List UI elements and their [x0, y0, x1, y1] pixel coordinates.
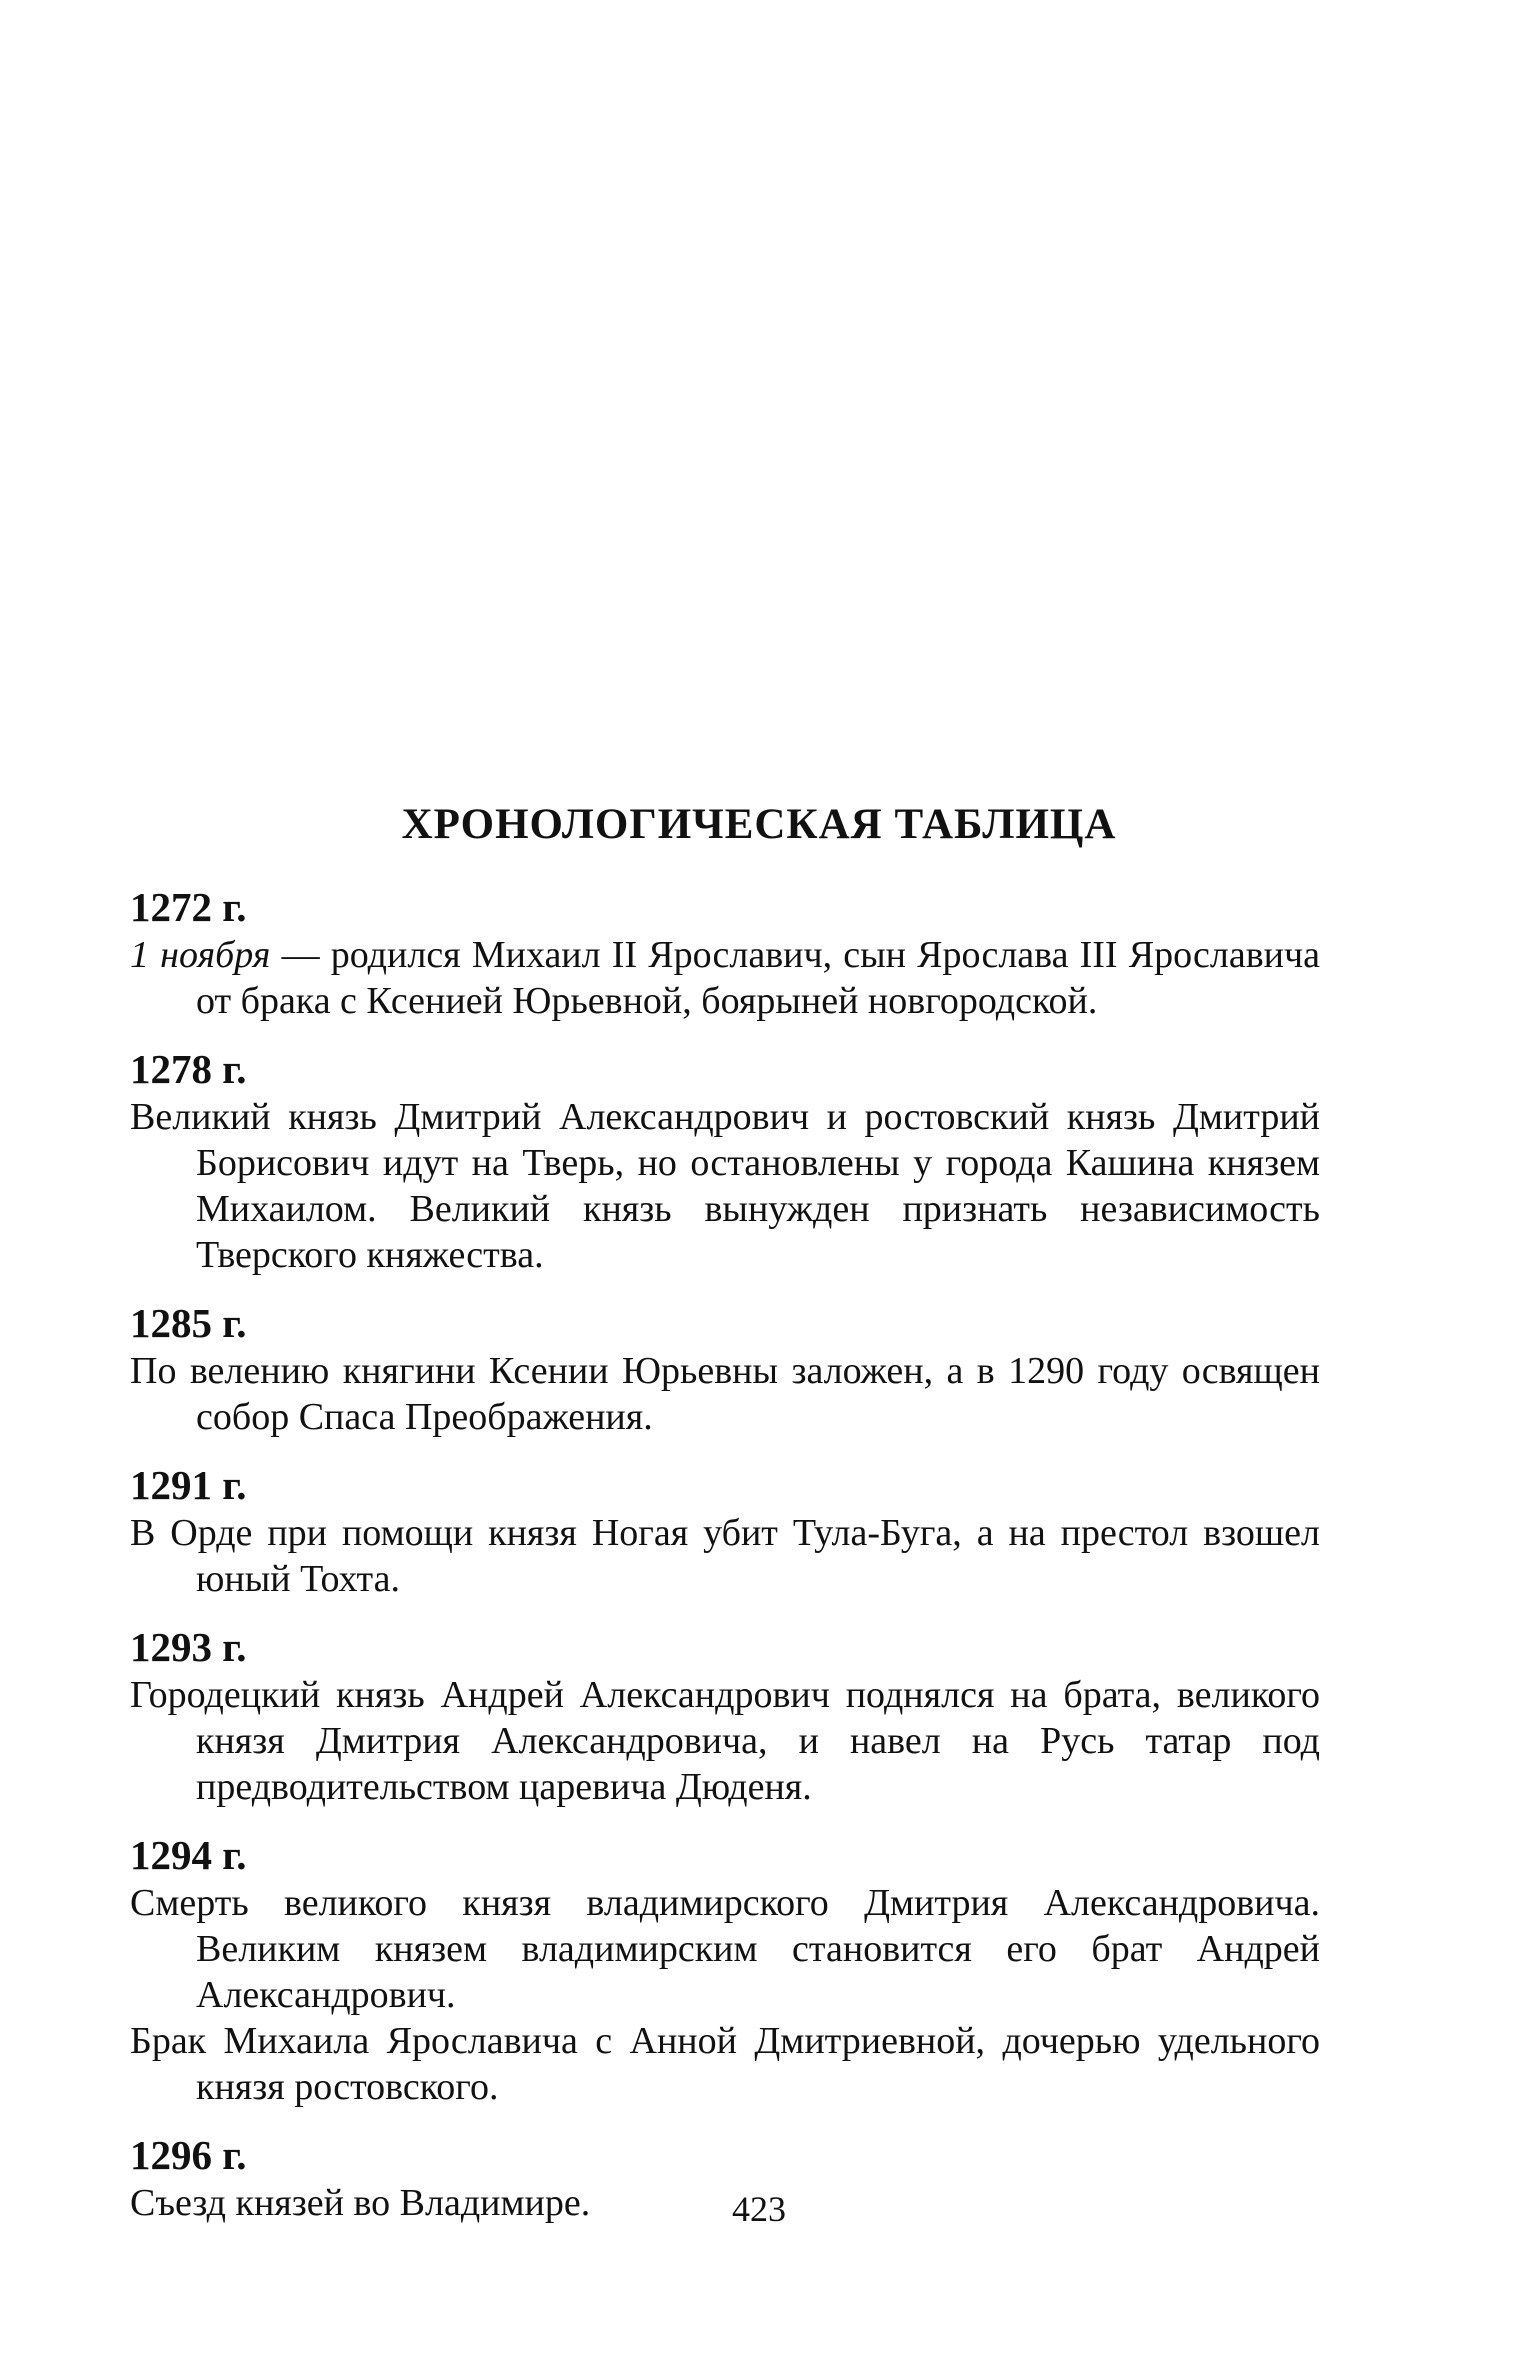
entry-1294 [130, 1832, 1320, 2110]
entry-event [130, 1880, 1320, 2018]
entry-year: 1293 г. [130, 1624, 247, 1670]
entry-year: 1278 г. [130, 1046, 247, 1092]
entry-1272 [130, 884, 1320, 1024]
entry-year: 1291 г. [130, 1462, 247, 1508]
event-text: Великий князь Дмитрий Александрович и ростовский князь Дмитрий Борисович идут на Тверь, но остановлены у города Кашина князем Михаилом. Великий князь вынужден признать независимость Тверского княжества. [130, 1096, 1320, 1276]
entry-event [130, 1348, 1320, 1440]
event-text: Смерть великого князя владимирского Дмитрия Александровича. Великим князем владимирским становится его брат Андрей Александрович. [130, 1882, 1320, 2016]
event-text: — родился Михаил II Ярославич, сын Ярослава III Ярославича от брака с Ксенией Юрьевной, боярыней новгородской. [196, 934, 1320, 1022]
entry-event [130, 932, 1320, 1024]
event-text: В Орде при помощи князя Ногая убит Тула-Буга, а на престол взошел юный Тохта. [130, 1512, 1320, 1600]
entry-1293 [130, 1624, 1320, 1810]
entry-1278 [130, 1046, 1320, 1278]
page-title: ХРОНОЛОГИЧЕСКАЯ ТАБЛИЦА [401, 801, 1117, 848]
event-text: По велению княгини Ксении Юрьевны заложен, а в 1290 году освящен собор Спаса Преображения. [130, 1350, 1320, 1438]
chronology-table [130, 884, 1320, 2248]
entry-1291 [130, 1462, 1320, 1602]
entry-year: 1272 г. [130, 884, 247, 930]
entry-year: 1294 г. [130, 1832, 247, 1878]
entry-1285 [130, 1300, 1320, 1440]
entry-year: 1285 г. [130, 1300, 247, 1346]
entry-event [130, 1094, 1320, 1278]
event-text: Съезд князей во Владимире. [130, 2182, 591, 2224]
entry-year: 1296 г. [130, 2132, 247, 2178]
event-date: 1 ноября [130, 934, 271, 976]
event-text: Городецкий князь Андрей Александрович поднялся на брата, великого князя Дмитрия Александровича, и навел на Русь татар под предводительством царевича Дюденя. [130, 1674, 1320, 1808]
entry-event [130, 1672, 1320, 1810]
page-number: 423 [732, 2189, 786, 2229]
entry-event [130, 2018, 1320, 2110]
event-text: Брак Михаила Ярославича с Анной Дмитриевной, дочерью удельного князя ростовского. [130, 2020, 1320, 2108]
entry-event [130, 1510, 1320, 1602]
